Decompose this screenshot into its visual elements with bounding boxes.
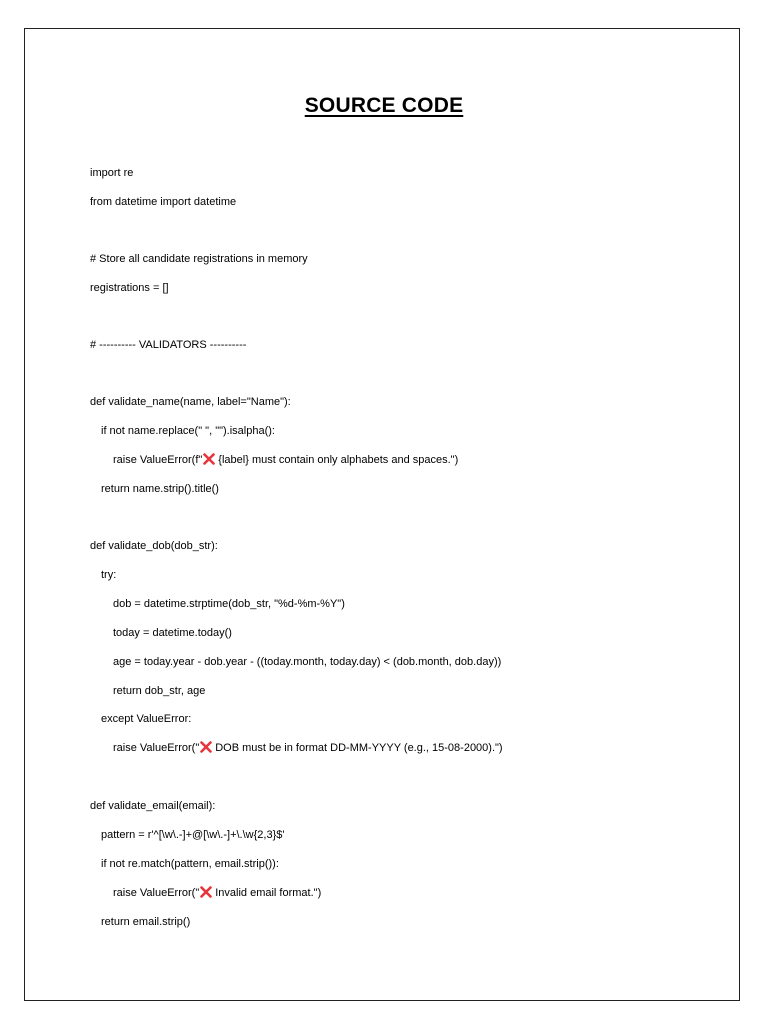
code-comment: # ---------- VALIDATORS ---------- <box>90 339 247 351</box>
code-line: import re <box>90 167 134 179</box>
code-line <box>113 453 458 467</box>
code-text: {label} must contain only alphabets and spaces.") <box>218 454 459 466</box>
cross-mark-icon <box>200 741 212 753</box>
code-text: DOB must be in format DD-MM-YYYY (e.g., 15-08-2000).") <box>215 742 503 754</box>
code-line: from datetime import datetime <box>90 196 237 208</box>
code-line: dob = datetime.strptime(dob_str, "%d-%m-%Y") <box>113 598 345 610</box>
code-line: def validate_email(email): <box>90 800 216 812</box>
code-line: age = today.year - dob.year - ((today.month, today.day) < (dob.month, dob.day)) <box>113 656 502 668</box>
code-text: raise ValueError(" <box>113 887 200 899</box>
code-line: except ValueError: <box>101 713 192 725</box>
code-line: return name.strip().title() <box>101 483 219 495</box>
code-text: raise ValueError(" <box>113 742 200 754</box>
cross-mark-icon <box>203 453 215 465</box>
code-line: registrations = [] <box>90 282 169 294</box>
code-line: if not name.replace(" ", "").isalpha(): <box>101 425 275 437</box>
code-comment: # Store all candidate registrations in memory <box>90 253 308 265</box>
code-line: pattern = r'^[\w\.-]+@[\w\.-]+\.\w{2,3}$' <box>101 829 285 841</box>
code-line <box>113 886 321 900</box>
code-line: try: <box>101 569 117 581</box>
code-line: if not re.match(pattern, email.strip()): <box>101 858 279 870</box>
cross-mark-icon <box>200 886 212 898</box>
code-line <box>113 741 503 755</box>
code-line: def validate_dob(dob_str): <box>90 540 218 552</box>
code-line: today = datetime.today() <box>113 627 232 639</box>
code-text: raise ValueError(f" <box>113 454 203 466</box>
code-line: return email.strip() <box>101 916 191 928</box>
code-line: return dob_str, age <box>113 685 206 697</box>
code-line: def validate_name(name, label="Name"): <box>90 396 291 408</box>
code-text: Invalid email format.") <box>215 887 322 899</box>
page-title: SOURCE CODE <box>304 94 464 117</box>
